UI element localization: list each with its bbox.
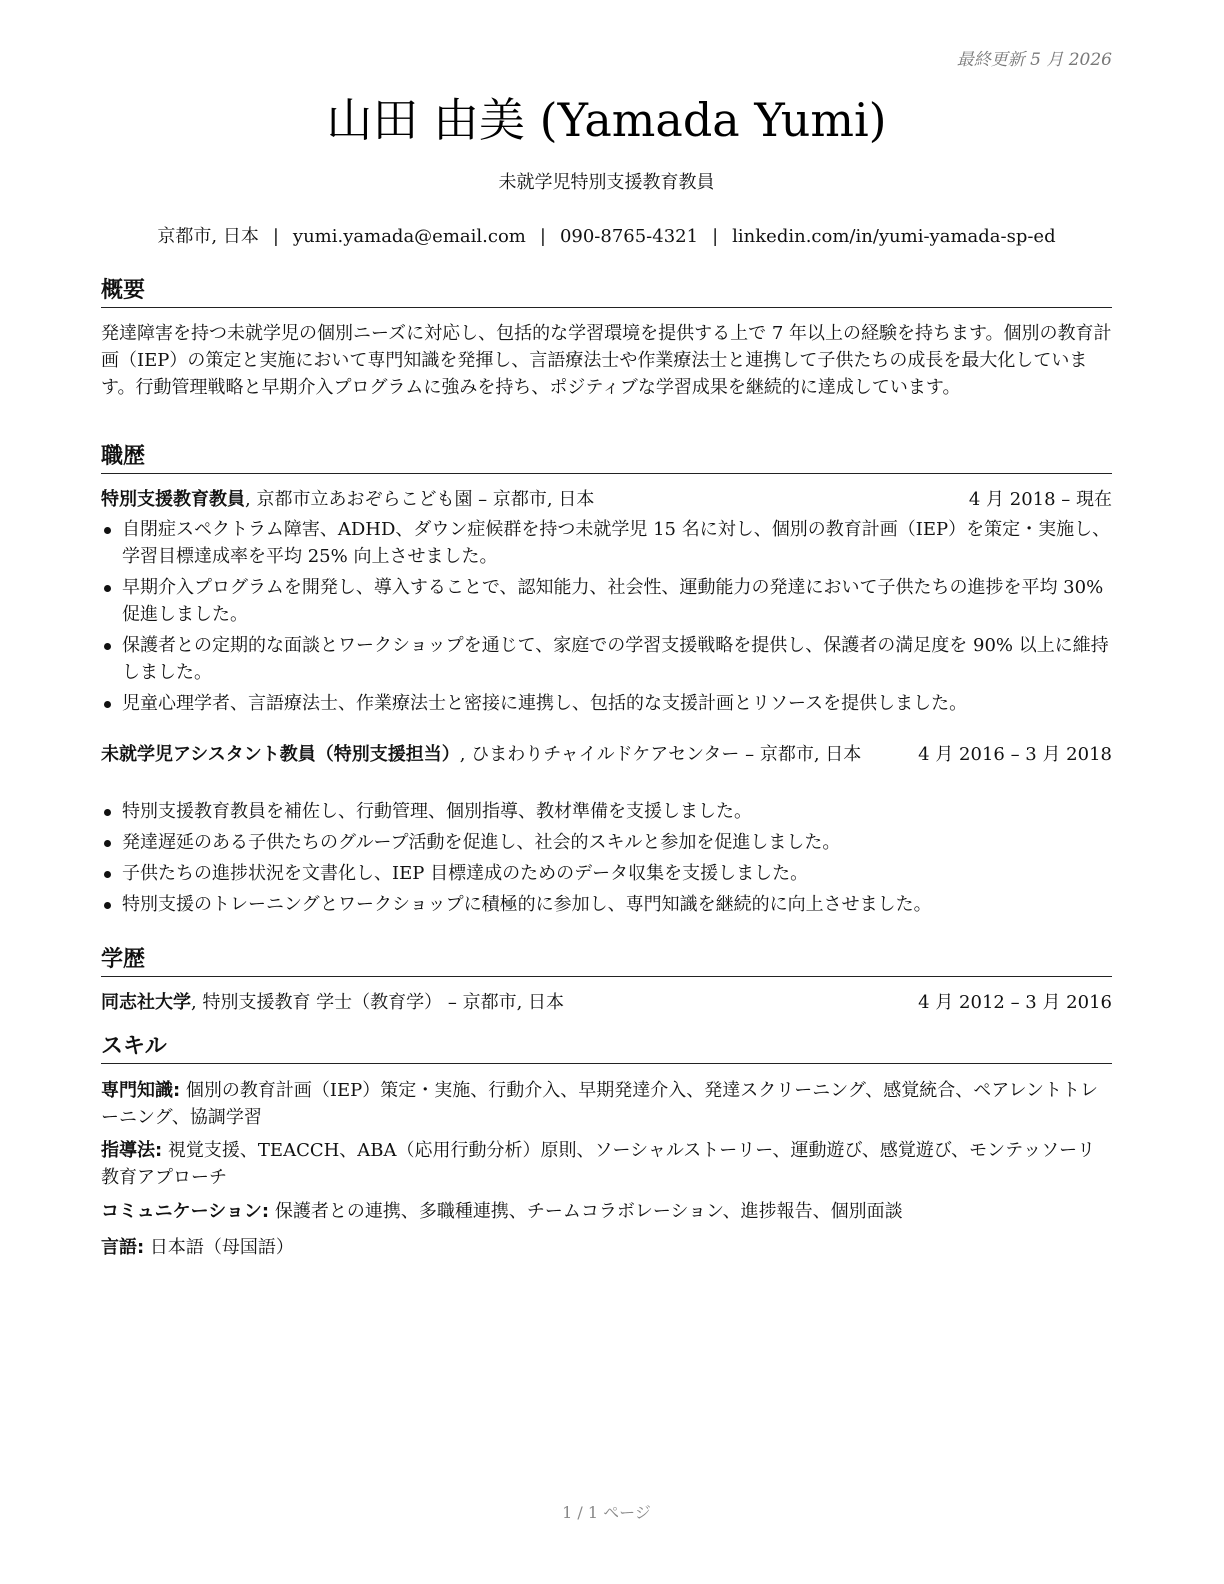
degree: , 特別支援教育 学士（教育学） – 京都市, 日本 bbox=[191, 992, 565, 1013]
section-heading-education: 学歴 bbox=[101, 946, 1112, 977]
contact-separator: | bbox=[272, 226, 279, 247]
job-org: , 京都市立あおぞらこども園 – 京都市, 日本 bbox=[245, 489, 595, 510]
job-date: 4 月 2018 – 現在 bbox=[968, 489, 1112, 510]
job-title: 特別支援教育教員 bbox=[101, 489, 245, 510]
job-bullets bbox=[101, 516, 1112, 721]
skill-label: コミュニケーション: bbox=[101, 1201, 270, 1222]
job-header bbox=[101, 742, 1112, 768]
skill-label: 専門知識: bbox=[101, 1080, 181, 1101]
list-item: 特別支援のトレーニングとワークショップに積極的に参加し、専門知識を継続的に向上させました。 bbox=[101, 891, 1112, 918]
contact-line bbox=[101, 224, 1112, 250]
page-number: 1 / 1 ページ bbox=[562, 1503, 651, 1522]
contact-separator: | bbox=[539, 226, 546, 247]
skill-label: 言語: bbox=[101, 1237, 145, 1258]
section-heading-summary: 概要 bbox=[101, 277, 1112, 308]
contact-location: 京都市, 日本 bbox=[157, 226, 259, 247]
list-item: 保護者との定期的な面談とワークショップを通じて、家庭での学習支援戦略を提供し、保護者の満足度を 90% 以上に維持しました。 bbox=[101, 632, 1112, 686]
school-name: 同志社大学 bbox=[101, 992, 191, 1013]
list-item: 早期介入プログラムを開発し、導入することで、認知能力、社会性、運動能力の発達において子供たちの進捗を平均 30% 促進しました。 bbox=[101, 574, 1112, 628]
skill-row bbox=[101, 1077, 1112, 1131]
last-updated: 最終更新 5 月 2026 bbox=[956, 50, 1112, 70]
list-item: 児童心理学者、言語療法士、作業療法士と密接に連携し、包括的な支援計画とリソースを提供しました。 bbox=[101, 690, 1112, 717]
skill-row bbox=[101, 1234, 1112, 1261]
skill-text: 日本語（母国語） bbox=[144, 1237, 294, 1258]
job-title: 未就学児アシスタント教員（特別支援担当） bbox=[101, 744, 460, 765]
section-heading-experience: 職歴 bbox=[101, 443, 1112, 474]
list-item: 自閉症スペクトラム障害、ADHD、ダウン症候群を持つ未就学児 15 名に対し、個別の教育計画（IEP）を策定・実施し、学習目標達成率を平均 25% 向上させました。 bbox=[101, 516, 1112, 570]
job-date: 4 月 2016 – 3 月 2018 bbox=[918, 744, 1112, 765]
list-item: 子供たちの進捗状況を文書化し、IEP 目標達成のためのデータ収集を支援しました。 bbox=[101, 860, 1112, 887]
list-item: 特別支援教育教員を補佐し、行動管理、個別指導、教材準備を支援しました。 bbox=[101, 798, 1112, 825]
contact-separator: | bbox=[712, 226, 719, 247]
education-entry bbox=[101, 990, 1112, 1016]
skill-text: 個別の教育計画（IEP）策定・実施、行動介入、早期発達介入、発達スクリーニング、感覚統合、ペアレントトレーニング、協調学習 bbox=[101, 1080, 1099, 1128]
job-tagline: 未就学児特別支援教育教員 bbox=[498, 172, 715, 193]
skill-row bbox=[101, 1198, 1112, 1225]
skill-text: 視覚支援、TEACCH、ABA（応用行動分析）原則、ソーシャルストーリー、運動遊び、感覚遊び、モンテッソーリ教育アプローチ bbox=[101, 1140, 1096, 1188]
contact-email[interactable]: yumi.yamada@email.com bbox=[292, 226, 526, 247]
skill-text: 保護者との連携、多職種連携、チームコラボレーション、進捗報告、個別面談 bbox=[269, 1201, 903, 1222]
list-item: 発達遅延のある子供たちのグループ活動を促進し、社会的スキルと参加を促進しました。 bbox=[101, 829, 1112, 856]
skill-row bbox=[101, 1137, 1112, 1191]
job-org: , ひまわりチャイルドケアセンター – 京都市, 日本 bbox=[459, 744, 862, 765]
section-heading-skills: スキル bbox=[101, 1033, 1112, 1064]
education-date: 4 月 2012 – 3 月 2016 bbox=[918, 992, 1112, 1013]
full-name: 山田 由美 (Yamada Yumi) bbox=[326, 93, 887, 147]
contact-phone: 090-8765-4321 bbox=[559, 226, 699, 247]
job-header bbox=[101, 487, 1112, 513]
contact-linkedin[interactable]: linkedin.com/in/yumi-yamada-sp-ed bbox=[732, 226, 1056, 247]
skill-label: 指導法: bbox=[101, 1140, 163, 1161]
summary-text: 発達障害を持つ未就学児の個別ニーズに対応し、包括的な学習環境を提供する上で 7 年以上の経験を持ちます。個別の教育計画（IEP）の策定と実施において専門知識を発揮し、言語療法士や作業療法士と連携して子供たちの成長を最大化しています。行動管理戦略と早期介入プログラムに強みを持ち、ポジティブな学習成果を継続的に達成しています。 bbox=[101, 323, 1112, 398]
job-bullets bbox=[101, 798, 1112, 922]
